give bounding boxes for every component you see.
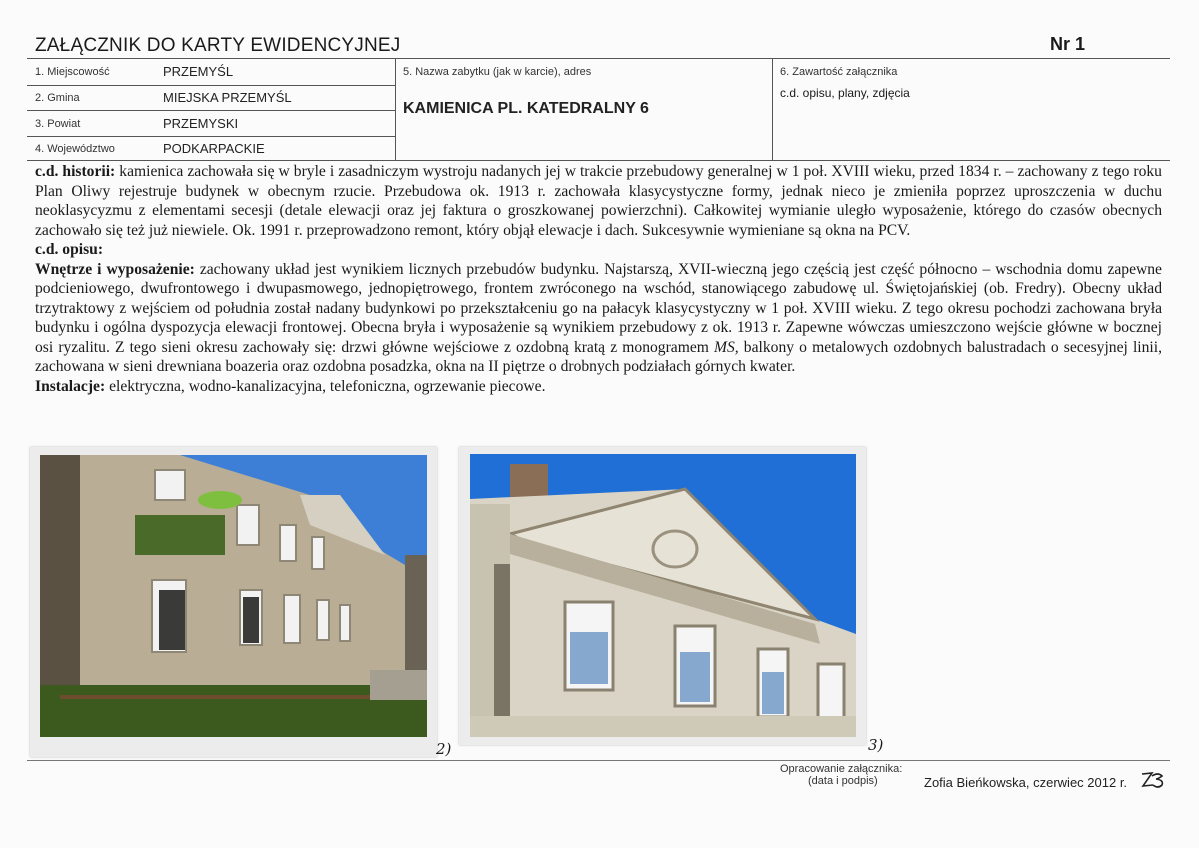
row-value-voivodeship: PODKARPACKIE <box>163 141 265 156</box>
divider <box>27 85 395 86</box>
divider <box>27 160 1170 161</box>
divider <box>27 110 395 111</box>
photo-number-1: 2) <box>436 740 452 758</box>
divider <box>27 136 395 137</box>
history-heading: c.d. historii: <box>35 163 116 180</box>
installations-heading: Instalacje: <box>35 377 106 395</box>
divider <box>27 58 1170 59</box>
row-value-locality: PRZEMYŚL <box>163 64 234 79</box>
monument-name-label: 5. Nazwa zabytku (jak w karcie), adres <box>403 66 592 78</box>
history-text: kamienica zachowała się w bryle i zasadniczym wystroju nadanych jej w trakcie przebudowy generalnej w 1 poł. XVIII wieku, przed 1834 r. – zachowany z tego roku Plan Oliwy rejestruje budynek w obecnym rzucie. Przebudowa ok. 1913 r. zachowała klasycystyczne formy, jednak nieco je zmieniła poprzez uproszczenia w duchu neoklasycyzmu z elementami secesji (detale elewacji oraz jej faktura o groszkowanej powierzchni). Całkowitej wymianie uległo wyposażenie, którego do czasów obecnych zachowało się też już niewiele. Ok. 1991 r. przeprowadzono remont, który objął elewacje i dach. Sukcesywnie wymieniane są okna na PCV. <box>35 163 1162 239</box>
row-label-locality: 1. Miejscowość <box>35 66 110 78</box>
building-photo-1 <box>40 455 427 737</box>
row-value-commune: MIEJSKA PRZEMYŚL <box>163 90 292 105</box>
installations-paragraph <box>35 377 1162 397</box>
interior-text: zachowany układ jest wynikiem licznych przebudów budynku. Najstarszą, XVII-wieczną jego częścią jest część północno – wschodnia domu zapewne podcieniowego, dwufrontowego i dwupasmowego, jednopiętrowego, frontem zwróconego na wschód, stanowiącego zabudowę ul. Świętojańskiej (ob. Fredry). Obecny układ trzytraktowy z wejściem od południa został nadany budynkowi po przekształceniu go na pałacyk klasycystyczny w 1 poł. XVIII wieku. Z tego okresu pochodzi zachowana bryła budynku i ogólna dyspozycja elewacji frontowej. Obecna bryła i wyposażenie są wynikiem przebudowy z ok. 1913 r. Zapewne wówczas umieszczono wejście główne w bocznej osi ryzalitu. Z tego sieni okresu zachowały się: drzwi główne wejściowe z ozdobną kratą z monogramem <box>35 260 1162 356</box>
divider <box>772 58 773 160</box>
interior-heading: Wnętrze i wyposażenie: <box>35 260 195 278</box>
row-label-voivodeship: 4. Województwo <box>35 143 115 155</box>
history-paragraph <box>35 162 1162 240</box>
monogram: MS, <box>714 338 739 356</box>
divider <box>395 58 396 160</box>
monument-name-value: KAMIENICA PL. KATEDRALNY 6 <box>403 100 649 117</box>
prepared-label: Opracowanie załącznika: <box>780 763 903 775</box>
row-label-county: 3. Powiat <box>35 118 81 130</box>
attachment-number: Nr 1 <box>1050 34 1086 54</box>
interior-paragraph <box>35 260 1162 377</box>
contents-label: 6. Zawartość załącznika <box>780 66 898 78</box>
author-date: Zofia Bieńkowska, czerwiec 2012 r. <box>924 775 1128 790</box>
description-heading: c.d. opisu: <box>35 241 104 258</box>
footer-divider <box>27 760 1170 761</box>
contents-value: c.d. opisu, plany, zdjęcia <box>780 86 910 100</box>
page-title: ZAŁĄCZNIK DO KARTY EWIDENCYJNEJ <box>35 35 401 56</box>
row-value-county: PRZEMYSKI <box>163 116 239 131</box>
description-text <box>35 162 1162 396</box>
building-photo-2 <box>470 454 856 737</box>
installations-text: elektryczna, wodno-kanalizacyjna, telefoniczna, ogrzewanie piecowe. <box>105 377 546 395</box>
row-label-commune: 2. Gmina <box>35 92 80 104</box>
prepared-sublabel: (data i podpis) <box>808 775 878 787</box>
interior-text-continued: balkony o metalowych ozdobnych balustradach o secesyjnej linii, zachowana w sieni drewniana boazeria oraz ozdobna posadzka, okna na II piętrze o drobnych podziałach górnych kwater. <box>35 338 1162 375</box>
signature <box>1140 770 1168 795</box>
photo-number-2: 3) <box>868 736 884 754</box>
